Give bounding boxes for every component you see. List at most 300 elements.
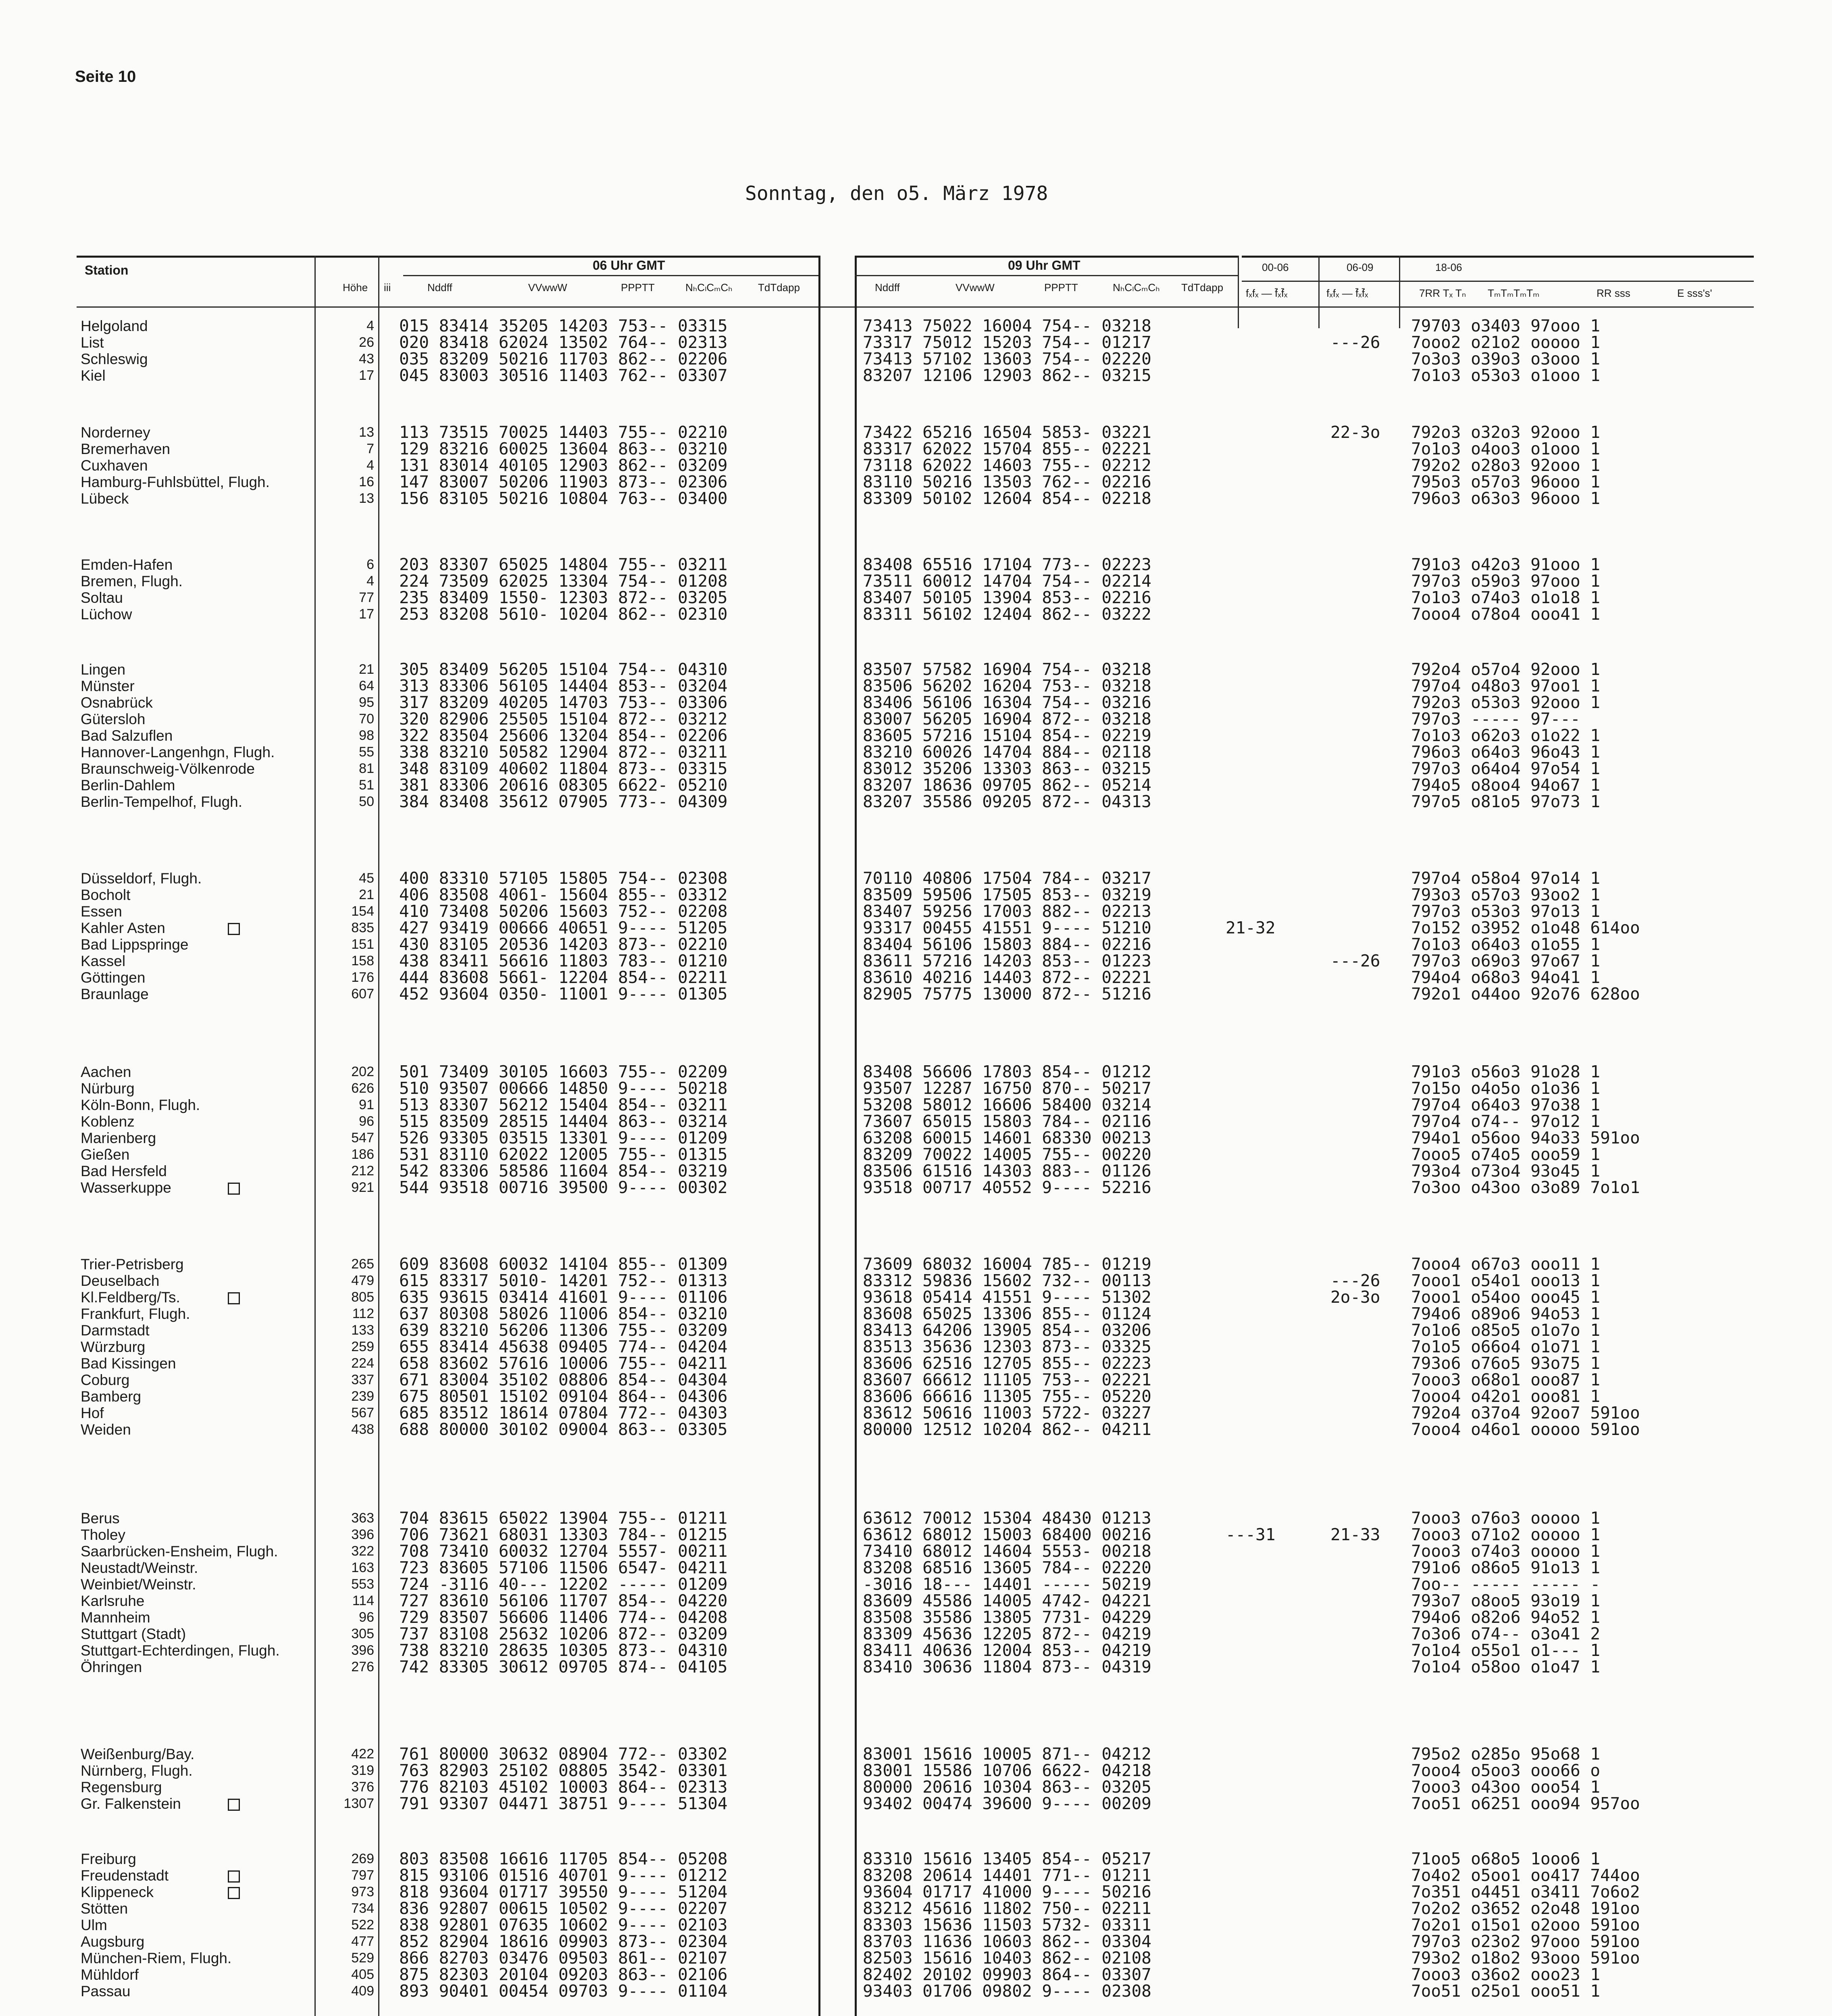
obs-09-gmt: 83410 30636 11804 873-- 04319 [863, 1657, 1151, 1677]
station-row [0, 573, 1832, 589]
station-name: Schleswig [81, 351, 148, 367]
summary-18-06: 7o1o3 o74o3 o1o18 1 [1411, 588, 1600, 607]
obs-06-gmt: 763 82903 25102 08805 3542- 03301 [399, 1761, 728, 1780]
obs-09-gmt: 83309 45636 12205 872-- 04219 [863, 1624, 1151, 1643]
station-elevation: 114 [352, 1593, 374, 1608]
station-row [0, 1626, 1832, 1642]
obs-06-gmt: 852 82904 18616 09903 873-- 02304 [399, 1932, 728, 1951]
station-row [0, 351, 1832, 367]
summary-18-06: 7ooo2 o21o2 ooooo 1 [1411, 333, 1600, 352]
table-top-rule-right [855, 256, 1238, 258]
station-row [0, 1779, 1832, 1795]
station-elevation: 17 [359, 368, 374, 383]
summary-18-06: 792o4 o37o4 92oo7 591oo [1411, 1403, 1640, 1422]
station-name: Emden-Hafen [81, 556, 173, 573]
station-name: Freudenstadt [81, 1867, 169, 1884]
obs-09-gmt: 93317 00455 41551 9---- 51210 [863, 918, 1151, 937]
summary-18-06: 7o1o3 o62o3 o1o22 1 [1411, 726, 1600, 745]
obs-09-gmt: 63208 60015 14601 68330 00213 [863, 1128, 1151, 1148]
obs-09-gmt: 73410 68012 14604 5553- 00218 [863, 1541, 1151, 1561]
station-group-9 [0, 1746, 1832, 1812]
obs-09-gmt: 83606 66616 11305 755-- 05220 [863, 1387, 1151, 1406]
station-elevation: 133 [351, 1322, 374, 1338]
station-elevation: 805 [351, 1289, 374, 1305]
station-name: Hof [81, 1405, 104, 1421]
obs-09-gmt: 83312 59836 15602 732-- 00113 [863, 1271, 1151, 1290]
station-row [0, 694, 1832, 711]
summary-18-06: 7o1o5 o66o4 o1o71 1 [1411, 1337, 1600, 1356]
station-row [0, 1080, 1832, 1097]
summary-18-06: 793o6 o76o5 93o75 1 [1411, 1354, 1600, 1373]
obs-06-gmt: 317 83209 40205 14703 753-- 03306 [399, 693, 728, 712]
summary-18-06: 7oo51 o25o1 ooo51 1 [1411, 1981, 1600, 2001]
square-icon [228, 923, 240, 935]
summary-18-06: 7o152 o3952 o1o48 614oo [1411, 918, 1640, 937]
summary-18-06: 792o3 o53o3 92ooo 1 [1411, 693, 1600, 712]
obs-06-gmt: 253 83208 5610- 10204 862-- 02310 [399, 604, 728, 624]
station-elevation: 81 [359, 761, 374, 776]
obs-09-gmt: 83317 62022 15704 855-- 02221 [863, 439, 1151, 458]
station-elevation: 224 [351, 1356, 374, 1371]
obs-06-gmt: 235 83409 1550- 12303 872-- 03205 [399, 588, 728, 607]
sub-rule-extra [1242, 281, 1754, 282]
obs-06-gmt: 452 93604 0350- 11001 9---- 01305 [399, 984, 728, 1004]
summary-18-06: 7ooo3 o71o2 ooooo 1 [1411, 1525, 1600, 1544]
obs-09-gmt: 83207 12106 12903 862-- 03215 [863, 366, 1151, 385]
obs-09-gmt: 83007 56205 16904 872-- 03218 [863, 709, 1151, 729]
station-row [0, 1917, 1832, 1933]
obs-09-gmt: 83611 57216 14203 853-- 01223 [863, 951, 1151, 971]
header-06-tdtd: TdTdapp [758, 281, 800, 294]
obs-06-gmt: 348 83109 40602 11804 873-- 03315 [399, 759, 728, 778]
header-09-cloud: NₕCₗCₘCₕ [1113, 281, 1160, 294]
obs-06-gmt: 444 83608 5661- 12204 854-- 02211 [399, 968, 728, 987]
station-row [0, 1950, 1832, 1966]
station-row [0, 1576, 1832, 1593]
station-name: Berlin-Tempelhof, Flugh. [81, 793, 243, 810]
obs-06-gmt: 675 80501 15102 09104 864-- 04306 [399, 1387, 728, 1406]
summary-18-06: 7ooo3 o68o1 ooo87 1 [1411, 1370, 1600, 1389]
obs-06-gmt: 510 93507 00666 14850 9---- 50218 [399, 1079, 728, 1098]
summary-18-06: 797o3 o59o3 97ooo 1 [1411, 571, 1600, 591]
summary-18-06: 797o4 o48o3 97oo1 1 [1411, 676, 1600, 696]
station-name: Düsseldorf, Flugh. [81, 870, 202, 887]
station-name: Berlin-Dahlem [81, 777, 175, 793]
header-period-0609: 06-09 [1347, 261, 1374, 273]
station-elevation: 835 [351, 920, 374, 935]
obs-06-gmt: 609 83608 60032 14104 855-- 01309 [399, 1254, 728, 1274]
station-name: Trier-Petrisberg [81, 1256, 184, 1272]
summary-18-06: 79703 o3403 97ooo 1 [1411, 316, 1600, 335]
obs-09-gmt: 83612 50616 11003 5722- 03227 [863, 1403, 1151, 1422]
station-name: Deuselbach [81, 1272, 160, 1289]
station-elevation: 91 [359, 1097, 374, 1112]
obs-06-gmt: 875 82303 20104 09203 863-- 02106 [399, 1965, 728, 1984]
station-name: Tholey [81, 1527, 126, 1543]
header-06-ppptt: PPPTT [621, 281, 655, 294]
obs-09-gmt: 83408 56606 17803 854-- 01212 [863, 1062, 1151, 1081]
obs-09-gmt: 93402 00474 39600 9---- 00209 [863, 1794, 1151, 1813]
obs-09-gmt: 93403 01706 09802 9---- 02308 [863, 1981, 1151, 2001]
station-name: Lingen [81, 661, 126, 678]
summary-18-06: 792o1 o44oo 92o76 628oo [1411, 984, 1640, 1004]
station-name: Hannover-Langenhgn, Flugh. [81, 744, 275, 760]
obs-09-gmt: 83208 20614 14401 771-- 01211 [863, 1866, 1151, 1885]
summary-18-06: 71oo5 o68o5 1ooo6 1 [1411, 1849, 1600, 1868]
summary-18-06: 7ooo1 o54o1 ooo13 1 [1411, 1271, 1600, 1290]
station-elevation: 529 [351, 1950, 374, 1966]
station-row [0, 1527, 1832, 1543]
col-rule-09-end [1238, 256, 1239, 328]
obs-06-gmt: 410 73408 50206 15603 752-- 02208 [399, 902, 728, 921]
station-row [0, 793, 1832, 810]
obs-06-gmt: 658 83602 57616 10006 755-- 04211 [399, 1354, 728, 1373]
station-row [0, 1966, 1832, 1983]
station-elevation: 55 [359, 744, 374, 760]
station-row [0, 870, 1832, 887]
station-elevation: 567 [351, 1405, 374, 1420]
station-elevation: 50 [359, 794, 374, 809]
obs-09-gmt: 83212 45616 11802 750-- 02211 [863, 1899, 1151, 1918]
station-row [0, 1355, 1832, 1372]
station-name: Stötten [81, 1900, 128, 1917]
station-row [0, 1146, 1832, 1163]
station-row [0, 1113, 1832, 1130]
obs-09-gmt: 83703 11636 10603 862-- 03304 [863, 1932, 1151, 1951]
obs-09-gmt: 73317 75012 15203 754-- 01217 [863, 333, 1151, 352]
obs-09-gmt: 83210 60026 14704 884-- 02118 [863, 742, 1151, 762]
summary-18-06: 797o3 ----- 97--- [1411, 709, 1580, 729]
station-elevation: 202 [351, 1064, 374, 1079]
summary-18-06: 7o1o3 o64o3 o1o55 1 [1411, 935, 1600, 954]
summary-18-06: 792o3 o32o3 92ooo 1 [1411, 423, 1600, 442]
obs-09-gmt: 80000 12512 10204 862-- 04211 [863, 1420, 1151, 1439]
station-row [0, 1867, 1832, 1884]
station-row [0, 1339, 1832, 1355]
station-elevation: 43 [359, 351, 374, 367]
summary-18-06: 791o6 o86o5 91o13 1 [1411, 1558, 1600, 1577]
station-name: Weinbiet/Weinstr. [81, 1576, 196, 1593]
station-row [0, 1609, 1832, 1626]
obs-06-gmt: 531 83110 62022 12005 755-- 01315 [399, 1145, 728, 1164]
gust-00-06: ---31 [1226, 1525, 1276, 1544]
summary-18-06: 7o351 o4451 o3411 7o6o2 [1411, 1882, 1640, 1901]
station-row [0, 1560, 1832, 1576]
obs-06-gmt: 639 83210 56206 11306 755-- 03209 [399, 1320, 728, 1340]
obs-09-gmt: 83509 59506 17505 853-- 03219 [863, 885, 1151, 904]
station-name: Berus [81, 1510, 120, 1527]
station-row [0, 1421, 1832, 1438]
obs-06-gmt: 723 83605 57106 11506 6547- 04211 [399, 1558, 728, 1577]
station-name: München-Riem, Flugh. [81, 1950, 232, 1966]
station-elevation: 607 [351, 986, 374, 1002]
gust-00-06: 21-32 [1226, 918, 1276, 937]
station-elevation: 112 [352, 1306, 374, 1321]
table-top-rule-left [77, 256, 818, 258]
square-icon [228, 1887, 240, 1899]
obs-09-gmt: 93618 05414 41551 9---- 51302 [863, 1287, 1151, 1307]
summary-18-06: 793o4 o73o4 93o45 1 [1411, 1161, 1600, 1181]
station-elevation: 376 [351, 1779, 374, 1795]
header-06-vvwww: VVwwW [528, 281, 567, 294]
station-elevation: 51 [359, 777, 374, 793]
obs-06-gmt: 322 83504 25606 13204 854-- 02206 [399, 726, 728, 745]
station-elevation: 409 [351, 1983, 374, 1999]
station-name: Passau [81, 1983, 131, 1999]
obs-09-gmt: 82503 15616 10403 862-- 02108 [863, 1948, 1151, 1968]
station-elevation: 363 [351, 1510, 374, 1526]
station-row [0, 1933, 1832, 1950]
obs-09-gmt: 83413 64206 13905 854-- 03206 [863, 1320, 1151, 1340]
station-elevation: 64 [359, 678, 374, 694]
header-rrr: 7RR Tₓ Tₙ [1419, 287, 1466, 299]
station-elevation: 553 [351, 1577, 374, 1592]
summary-18-06: 7o1o4 o55o1 o1--- 1 [1411, 1641, 1600, 1660]
summary-18-06: 7ooo5 o74o5 ooo59 1 [1411, 1145, 1600, 1164]
summary-18-06: 7o15o o4o5o o1o36 1 [1411, 1079, 1600, 1098]
station-elevation: 6 [366, 557, 374, 572]
obs-09-gmt: 73607 65015 15803 784-- 02116 [863, 1112, 1151, 1131]
gust-06-09: 22-3o [1330, 423, 1380, 442]
station-row [0, 1851, 1832, 1867]
station-name: Bad Kissingen [81, 1355, 176, 1372]
obs-09-gmt: -3016 18--- 14401 ----- 50219 [863, 1574, 1151, 1594]
station-elevation: 21 [359, 887, 374, 902]
station-row [0, 367, 1832, 384]
page-number: Seite 10 [75, 68, 136, 85]
sub-rule-09 [855, 275, 1238, 276]
station-elevation: 337 [351, 1372, 374, 1387]
obs-09-gmt: 53208 58012 16606 58400 03214 [863, 1095, 1151, 1114]
station-row [0, 1322, 1832, 1339]
header-09-ppptt: PPPTT [1044, 281, 1078, 294]
station-elevation: 477 [351, 1934, 374, 1949]
summary-18-06: 796o3 o64o3 96o43 1 [1411, 742, 1600, 762]
square-icon [228, 1183, 240, 1195]
station-elevation: 547 [351, 1130, 374, 1145]
station-name: Kiel [81, 367, 106, 384]
station-elevation: 522 [351, 1917, 374, 1933]
station-name: Wasserkuppe [81, 1179, 171, 1196]
obs-06-gmt: 742 83305 30612 09705 874-- 04105 [399, 1657, 728, 1677]
obs-06-gmt: 129 83216 60025 13604 863-- 03210 [399, 439, 728, 458]
summary-18-06: 7o2o1 o15o1 o2ooo 591oo [1411, 1915, 1640, 1935]
station-row [0, 1064, 1832, 1080]
station-row [0, 744, 1832, 760]
obs-09-gmt: 83606 62516 12705 855-- 02223 [863, 1354, 1151, 1373]
summary-18-06: 797o3 o53o3 97o13 1 [1411, 902, 1600, 921]
station-name: Augsburg [81, 1933, 145, 1950]
summary-18-06: 793o3 o57o3 93oo2 1 [1411, 885, 1600, 904]
obs-06-gmt: 224 73509 62025 13304 754-- 01208 [399, 571, 728, 591]
obs-09-gmt: 63612 68012 15003 68400 00216 [863, 1525, 1151, 1544]
obs-06-gmt: 724 -3116 40--- 12202 ----- 01209 [399, 1574, 728, 1594]
station-row [0, 1272, 1832, 1289]
obs-06-gmt: 727 83610 56106 11707 854-- 04220 [399, 1591, 728, 1610]
station-name: Münster [81, 678, 135, 694]
station-group-8 [0, 1510, 1832, 1675]
obs-06-gmt: 671 83004 35102 08806 854-- 04304 [399, 1370, 728, 1389]
obs-09-gmt: 83610 40216 14403 872-- 02221 [863, 968, 1151, 987]
obs-06-gmt: 400 83310 57105 15805 754-- 02308 [399, 868, 728, 888]
station-name: Nürburg [81, 1080, 135, 1097]
station-name: Bamberg [81, 1388, 142, 1405]
obs-06-gmt: 685 83512 18614 07804 772-- 04303 [399, 1403, 728, 1422]
obs-06-gmt: 384 83408 35612 07905 773-- 04309 [399, 792, 728, 811]
station-row [0, 727, 1832, 744]
obs-09-gmt: 83508 35586 13805 7731- 04229 [863, 1608, 1151, 1627]
station-row [0, 1388, 1832, 1405]
station-elevation: 265 [351, 1256, 374, 1272]
station-elevation: 212 [351, 1163, 374, 1179]
summary-18-06: 7ooo4 o42o1 ooo81 1 [1411, 1387, 1600, 1406]
obs-06-gmt: 803 83508 16616 11705 854-- 05208 [399, 1849, 728, 1868]
station-name: Stuttgart (Stadt) [81, 1626, 186, 1642]
summary-18-06: 797o4 o64o3 97o38 1 [1411, 1095, 1600, 1114]
header-06-gmt: 06 Uhr GMT [593, 258, 665, 273]
station-group-5 [0, 870, 1832, 1002]
header-09-gmt: 09 Uhr GMT [1008, 258, 1080, 273]
obs-06-gmt: 513 83307 56212 15404 854-- 03211 [399, 1095, 728, 1114]
station-row [0, 1163, 1832, 1179]
obs-09-gmt: 83404 56106 15803 884-- 02216 [863, 935, 1151, 954]
station-elevation: 158 [351, 953, 374, 968]
station-name: Bocholt [81, 887, 131, 903]
header-period-1806: 18-06 [1435, 261, 1462, 273]
obs-06-gmt: 635 93615 03414 41601 9---- 01106 [399, 1287, 728, 1307]
summary-18-06: 7ooo4 o67o3 ooo11 1 [1411, 1254, 1600, 1274]
obs-06-gmt: 381 83306 20616 08305 6622- 05210 [399, 775, 728, 795]
station-row [0, 678, 1832, 694]
obs-09-gmt: 73413 57102 13603 754-- 02220 [863, 349, 1151, 369]
obs-09-gmt: 80000 20616 10304 863-- 03205 [863, 1777, 1151, 1797]
station-elevation: 322 [351, 1543, 374, 1559]
station-group-6 [0, 1064, 1832, 1196]
obs-09-gmt: 73413 75022 16004 754-- 03218 [863, 316, 1151, 335]
summary-18-06: 797o3 o23o2 97ooo 591oo [1411, 1932, 1640, 1951]
gust-06-09: 21-33 [1330, 1525, 1380, 1544]
station-row [0, 1405, 1832, 1421]
header-09-nddff: Nddff [875, 281, 900, 294]
station-name: Mühldorf [81, 1966, 139, 1983]
station-row [0, 760, 1832, 777]
obs-09-gmt: 63612 70012 15304 48430 01213 [863, 1508, 1151, 1528]
obs-09-gmt: 83207 35586 09205 872-- 04313 [863, 792, 1151, 811]
obs-06-gmt: 320 82906 25505 15104 872-- 03212 [399, 709, 728, 729]
summary-18-06: 7o4o2 o5oo1 oo417 744oo [1411, 1866, 1640, 1885]
col-rule-0609 [1399, 256, 1400, 328]
summary-18-06: 7ooo4 o78o4 ooo41 1 [1411, 604, 1600, 624]
station-row [0, 318, 1832, 334]
summary-18-06: 792o2 o28o3 92ooo 1 [1411, 456, 1600, 475]
summary-18-06: 7o1o4 o58oo o1o47 1 [1411, 1657, 1600, 1677]
summary-18-06: 797o3 o64o4 97o54 1 [1411, 759, 1600, 778]
gust-06-09: ---26 [1330, 951, 1380, 971]
header-06-cloud: NₕCₗCₘCₕ [685, 281, 733, 294]
station-name: Bad Salzuflen [81, 727, 173, 744]
summary-18-06: 797o4 o74-- 97o12 1 [1411, 1112, 1600, 1131]
obs-09-gmt: 83513 35636 12303 873-- 03325 [863, 1337, 1151, 1356]
station-row [0, 457, 1832, 474]
obs-09-gmt: 83507 57582 16904 754-- 03218 [863, 660, 1151, 679]
station-row [0, 936, 1832, 953]
station-elevation: 626 [351, 1081, 374, 1096]
station-elevation: 96 [359, 1114, 374, 1129]
obs-09-gmt: 82905 75775 13000 872-- 51216 [863, 984, 1151, 1004]
station-row [0, 887, 1832, 903]
header-rr24: RR sss [1597, 287, 1630, 299]
station-row [0, 1306, 1832, 1322]
header-iii: iii [384, 281, 391, 294]
station-name: Lüchow [81, 606, 132, 623]
station-row [0, 1097, 1832, 1113]
obs-06-gmt: 438 83411 56616 11803 783-- 01210 [399, 951, 728, 971]
obs-06-gmt: 776 82103 45102 10003 864-- 02313 [399, 1777, 728, 1797]
obs-06-gmt: 427 93419 00666 40651 9---- 51205 [399, 918, 728, 937]
station-name: Lübeck [81, 490, 129, 507]
date-heading: Sonntag, den o5. März 1978 [745, 182, 1048, 205]
obs-06-gmt: 313 83306 56105 14404 853-- 03204 [399, 676, 728, 696]
summary-18-06: 791o3 o56o3 91o28 1 [1411, 1062, 1600, 1081]
summary-18-06: 7ooo3 o43oo ooo54 1 [1411, 1777, 1600, 1797]
station-name: Bad Hersfeld [81, 1163, 167, 1179]
obs-09-gmt: 83407 50105 13904 853-- 02216 [863, 588, 1151, 607]
obs-06-gmt: 147 83007 50206 11903 873-- 02306 [399, 472, 728, 492]
obs-06-gmt: 815 93106 01516 40701 9---- 01212 [399, 1866, 728, 1885]
summary-18-06: 793o2 o18o2 93ooo 591oo [1411, 1948, 1640, 1968]
obs-06-gmt: 113 73515 70025 14403 755-- 02210 [399, 423, 728, 442]
obs-09-gmt: 83209 70022 14005 755-- 00220 [863, 1145, 1151, 1164]
header-station: Station [85, 263, 129, 277]
station-name: Darmstadt [81, 1322, 150, 1339]
header-06-nddff: Nddff [427, 281, 452, 294]
gust-06-09: ---26 [1330, 1271, 1380, 1290]
header-fxfx-0609: fₓfₓ — f̄ₓf̄ₓ [1326, 287, 1368, 299]
station-name: Gießen [81, 1146, 130, 1163]
station-row [0, 1983, 1832, 1999]
obs-09-gmt: 83407 59256 17003 882-- 02213 [863, 902, 1151, 921]
station-row [0, 490, 1832, 507]
summary-18-06: 7o1o3 o4oo3 o1ooo 1 [1411, 439, 1600, 458]
station-row [0, 1762, 1832, 1779]
obs-06-gmt: 406 83508 4061- 15604 855-- 03312 [399, 885, 728, 904]
station-elevation: 4 [366, 318, 374, 333]
station-elevation: 95 [359, 695, 374, 710]
station-elevation: 1307 [344, 1796, 374, 1811]
header-bottom-rule [77, 306, 1754, 308]
obs-09-gmt: 83411 40636 12004 853-- 04219 [863, 1641, 1151, 1660]
obs-09-gmt: 70110 40806 17504 784-- 03217 [863, 868, 1151, 888]
station-name: Göttingen [81, 969, 146, 986]
station-name: Kahler Asten [81, 920, 165, 936]
station-elevation: 77 [359, 590, 374, 605]
header-hoehe: Höhe [343, 281, 368, 294]
obs-09-gmt: 83406 56106 16304 754-- 03216 [863, 693, 1151, 712]
station-row [0, 1593, 1832, 1609]
station-name: Weiden [81, 1421, 131, 1438]
obs-09-gmt: 73609 68032 16004 785-- 01219 [863, 1254, 1151, 1274]
obs-09-gmt: 83311 56102 12404 862-- 03222 [863, 604, 1151, 624]
station-row [0, 1130, 1832, 1146]
station-row [0, 1659, 1832, 1675]
station-elevation: 438 [351, 1422, 374, 1437]
station-row [0, 1510, 1832, 1527]
station-row [0, 661, 1832, 678]
obs-06-gmt: 838 92801 07635 10602 9---- 02103 [399, 1915, 728, 1935]
obs-09-gmt: 93604 01717 41000 9---- 50216 [863, 1882, 1151, 1901]
station-row [0, 1372, 1832, 1388]
station-name: List [81, 334, 104, 351]
